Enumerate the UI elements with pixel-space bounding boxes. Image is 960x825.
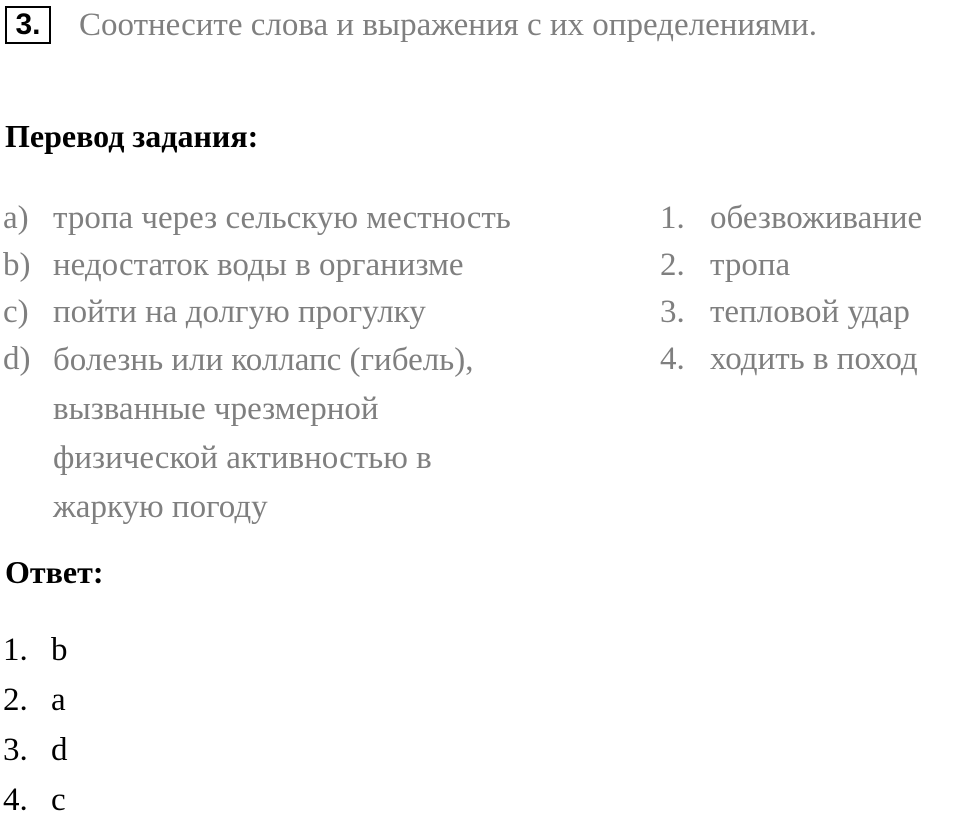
item-text: болезнь или коллапс (гибель), вызванные чрезмерной физической активностью в жаркую погоду	[53, 342, 474, 525]
item-text: тепловой удар	[710, 294, 910, 330]
definitions-list	[3, 195, 603, 532]
task-header	[5, 5, 817, 45]
answer-marker: 1.	[3, 632, 28, 668]
item-marker: 1.	[660, 200, 685, 236]
item-marker: d)	[3, 341, 31, 377]
list-item	[3, 336, 603, 532]
item-text: недостаток воды в организме	[53, 247, 464, 283]
answer-item	[3, 625, 68, 675]
answer-list	[3, 625, 68, 825]
task-number-box: 3.	[5, 6, 51, 44]
list-item	[3, 242, 603, 289]
answer-item	[3, 725, 68, 775]
item-marker: 2.	[660, 247, 685, 283]
list-item	[660, 195, 960, 242]
list-item	[3, 289, 603, 336]
answer-text: a	[51, 682, 66, 718]
list-item	[660, 336, 960, 383]
item-marker: 3.	[660, 294, 685, 330]
answer-item	[3, 675, 68, 725]
task-instruction: Соотнесите слова и выражения с их определениями.	[79, 6, 818, 43]
list-item	[3, 195, 603, 242]
answer-item	[3, 775, 68, 825]
item-marker: b)	[3, 247, 31, 283]
item-marker: c)	[3, 294, 29, 330]
answer-marker: 4.	[3, 782, 28, 818]
item-marker: a)	[3, 200, 29, 236]
translation-title: Перевод задания:	[5, 118, 259, 154]
item-text: тропа через сельскую местность	[53, 200, 511, 236]
answer-marker: 2.	[3, 682, 28, 718]
item-marker: 4.	[660, 341, 685, 377]
terms-list	[660, 195, 960, 383]
item-text: ходить в поход	[710, 341, 918, 377]
list-item	[660, 289, 960, 336]
item-text: обезвоживание	[710, 200, 923, 236]
item-text: пойти на долгую прогулку	[53, 294, 426, 330]
answer-text: c	[51, 782, 66, 818]
answer-text: d	[51, 732, 68, 768]
item-text: тропа	[710, 247, 791, 283]
answer-title: Ответ:	[5, 554, 104, 590]
list-item	[660, 242, 960, 289]
answer-text: b	[51, 632, 68, 668]
answer-marker: 3.	[3, 732, 28, 768]
